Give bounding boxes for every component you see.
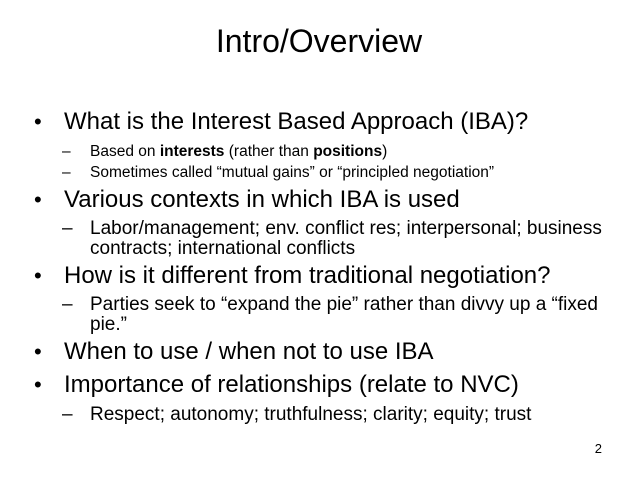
bullet-text: Various contexts in which IBA is used: [64, 186, 460, 213]
dash-icon: –: [62, 404, 73, 425]
bullet-item: [34, 108, 624, 135]
sub-bullet-item: [34, 219, 624, 259]
sub-bullet-item: [34, 405, 624, 425]
dash-icon: –: [62, 218, 73, 239]
sub-bullet-text: Based on interests (rather than positions): [90, 143, 388, 160]
bullet-icon: •: [34, 372, 42, 397]
bullet-icon: •: [34, 339, 42, 364]
bullet-item: [34, 262, 624, 289]
dash-icon: –: [62, 143, 71, 160]
sub-bullet-item: [34, 141, 624, 162]
bullet-item: [34, 186, 624, 213]
sub-bullet-text: Sometimes called “mutual gains” or “principled negotiation”: [90, 164, 495, 181]
sub-bullet-item: [34, 295, 624, 335]
sub-bullet-text: Parties seek to “expand the pie” rather than divvy up a “fixed pie.”: [90, 294, 598, 335]
sub-bullet-text: Respect; autonomy; truthfulness; clarity; equity; trust: [90, 404, 532, 425]
bullet-item: [34, 338, 624, 365]
bullet-item: [34, 371, 624, 398]
bullet-list: [34, 108, 624, 425]
sub-bullet-text: Labor/management; env. conflict res; interpersonal; business contracts; international conflicts: [90, 218, 602, 259]
bullet-icon: •: [34, 109, 42, 134]
slide-title: Intro/Overview: [215, 23, 423, 59]
bullet-icon: •: [34, 263, 42, 288]
bullet-text: When to use / when not to use IBA: [64, 338, 434, 365]
dash-icon: –: [62, 294, 73, 315]
bullet-icon: •: [34, 187, 42, 212]
page-number: 2: [594, 441, 602, 456]
sub-bullet-item: [34, 162, 624, 183]
dash-icon: –: [62, 164, 71, 181]
bullet-text: What is the Interest Based Approach (IBA)?: [64, 108, 529, 135]
bullet-text: Importance of relationships (relate to NVC): [64, 371, 519, 398]
bullet-text: How is it different from traditional negotiation?: [64, 262, 551, 289]
